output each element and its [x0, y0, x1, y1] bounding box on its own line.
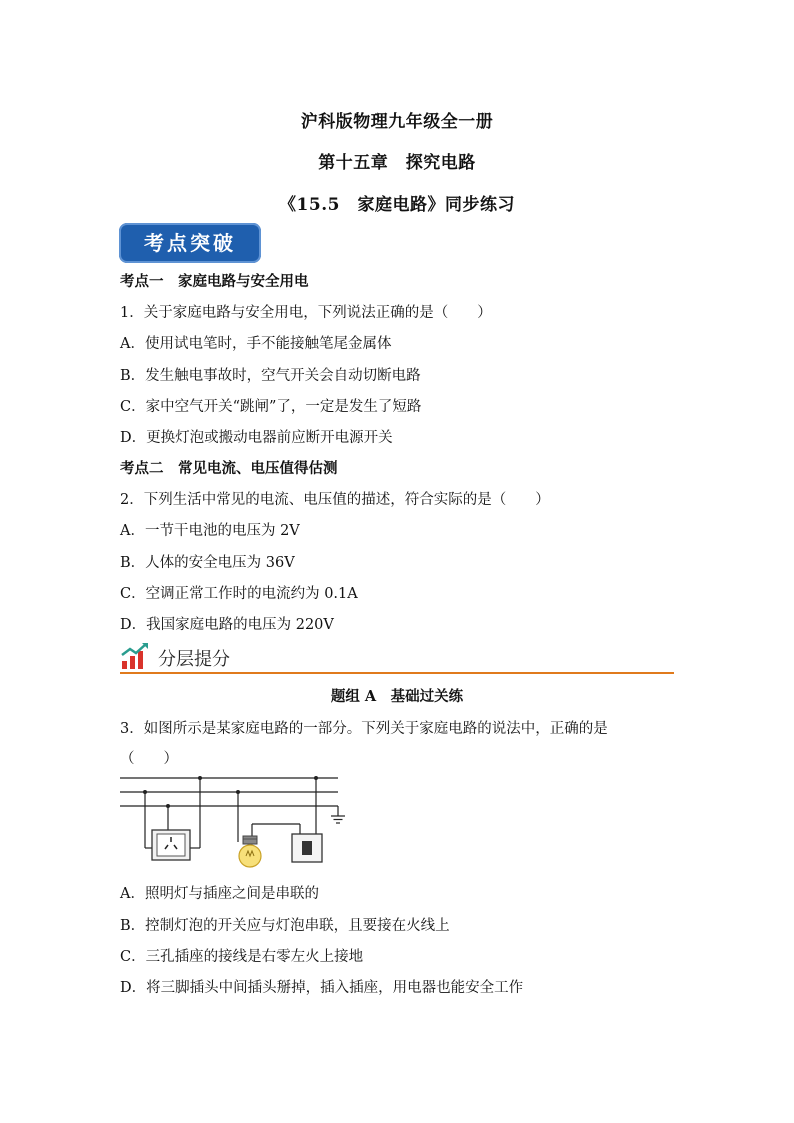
light-bulb-icon [239, 836, 261, 867]
breakthrough-banner-label: 考点突破 [144, 231, 236, 255]
question-3-option-c: C．三孔插座的接线是右零左火上接地 [120, 949, 364, 965]
question-2-option-b: B．人体的安全电压为 36V [120, 555, 295, 571]
point-1-heading: 考点一 家庭电路与安全用电 [120, 273, 309, 290]
lesson-title: 《15.5 家庭电路》同步练习 [279, 195, 515, 215]
layered-section-label: 分层提分 [158, 649, 230, 670]
question-3-option-d: D．将三脚插头中间插头掰掉，插入插座，用电器也能安全工作 [120, 980, 524, 996]
lamp-switch-connections [236, 776, 318, 842]
question-2-stem: 2．下列生活中常见的电流、电压值的描述，符合实际的是（ ） [120, 492, 550, 508]
question-3-option-b: B．控制灯泡的开关应与灯泡串联，且要接在火线上 [120, 918, 450, 934]
document-title: 沪科版物理九年级全一册 [300, 112, 494, 132]
ground-symbol-icon [331, 816, 345, 823]
question-1-option-c: C．家中空气开关“跳闸”了，一定是发生了短路 [120, 399, 422, 415]
question-1-option-a: A．使用试电笔时，手不能接触笔尾金属体 [120, 336, 392, 352]
question-2-option-d: D．我国家庭电路的电压为 220V [120, 617, 334, 633]
point-2-heading: 考点二 常见电流、电压值得估测 [120, 460, 338, 477]
question-3-option-a: A．照明灯与插座之间是串联的 [120, 886, 319, 902]
group-a-title: 题组 A 基础过关练 [330, 688, 464, 705]
household-circuit-diagram [120, 772, 350, 872]
rising-bar-chart-icon [120, 641, 152, 671]
three-pin-socket-icon [152, 830, 190, 860]
wall-switch-icon [292, 834, 322, 862]
question-1-option-b: B．发生触电事故时，空气开关会自动切断电路 [120, 368, 421, 384]
layered-section-header [120, 641, 674, 675]
question-2-option-c: C．空调正常工作时的电流约为 0.1A [120, 586, 358, 602]
question-1-option-d: D．更换灯泡或搬动电器前应断开电源开关 [120, 430, 393, 446]
breakthrough-banner [119, 223, 261, 263]
chapter-title: 第十五章 探究电路 [318, 153, 476, 173]
question-3-stem-line-1: 3．如图所示是某家庭电路的一部分。下列关于家庭电路的说法中，正确的是 [120, 721, 608, 737]
section-divider [120, 672, 674, 674]
question-1-stem: 1．关于家庭电路与安全用电，下列说法正确的是（ ） [120, 305, 492, 321]
question-3-stem-line-2: （ ） [120, 751, 178, 767]
question-2-option-a: A．一节干电池的电压为 2V [120, 523, 300, 539]
